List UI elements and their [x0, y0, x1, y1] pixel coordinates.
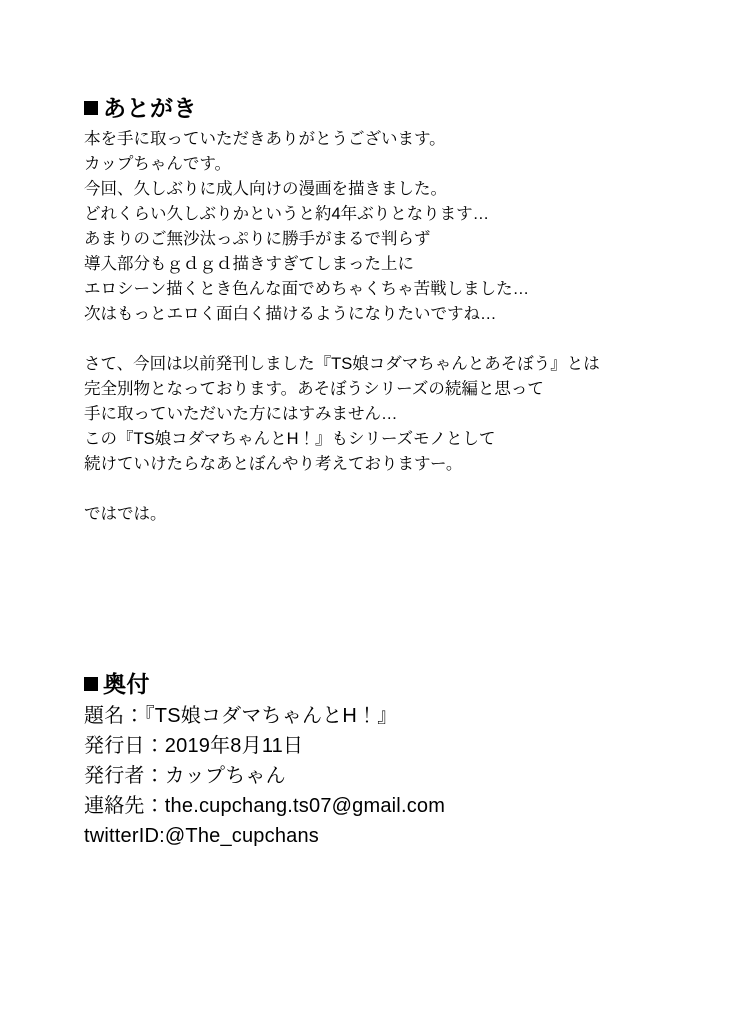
colophon-contact: 連絡先：the.cupchang.ts07@gmail.com	[84, 795, 446, 818]
afterword-line: エロシーン描くとき色んな面でめちゃくちゃ苦戦しました…	[84, 280, 530, 299]
afterword-line: この『TS娘コダマちゃんとH！』もシリーズモノとして	[84, 430, 496, 449]
bullet-square-icon	[84, 101, 98, 115]
afterword-line: 完全別物となっております。あそぼうシリーズの続編と思って	[84, 380, 544, 399]
colophon-section	[84, 672, 684, 851]
paragraph-gap	[84, 477, 664, 502]
afterword-line: 今回、久しぶりに成人向けの漫画を描きました。	[84, 180, 447, 199]
bullet-square-icon	[84, 677, 98, 691]
paragraph-gap	[84, 327, 664, 352]
colophon-title: 題名：『TS娘コダマちゃんとH！』	[84, 705, 398, 728]
afterword-line: カップちゃんです。	[84, 155, 232, 174]
afterword-line: あまりのご無沙汰っぷりに勝手がまるで判らず	[84, 230, 431, 249]
afterword-line: 続けていけたらなあとぼんやり考えておりますー。	[84, 455, 463, 474]
afterword-line: 本を手に取っていただきありがとうございます。	[84, 130, 446, 149]
afterword-line: さて、今回は以前発刊しました『TS娘コダマちゃんとあそぼう』とは	[84, 355, 600, 374]
afterword-line: 次はもっとエロく面白く描けるようになりたいですね…	[84, 305, 497, 324]
afterword-closing: ではでは。	[84, 505, 167, 524]
afterword-section	[84, 96, 664, 527]
colophon-heading-text: 奥付	[103, 671, 150, 697]
afterword-line: どれくらい久しぶりかというと約4年ぶりとなります…	[84, 205, 490, 224]
afterword-line: 手に取っていただいた方にはすみません…	[84, 405, 398, 424]
colophon-twitter: twitterID:@The_cupchans	[84, 825, 320, 848]
afterword-line: 導入部分もｇｄｇｄ描きすぎてしまった上に	[84, 255, 414, 274]
colophon-date: 発行日：2019年8月11日	[84, 735, 304, 758]
colophon-heading	[84, 672, 684, 697]
colophon-publisher: 発行者：カップちゃん	[84, 765, 286, 788]
afterword-heading-text: あとがき	[103, 95, 197, 121]
afterword-heading	[84, 96, 664, 121]
